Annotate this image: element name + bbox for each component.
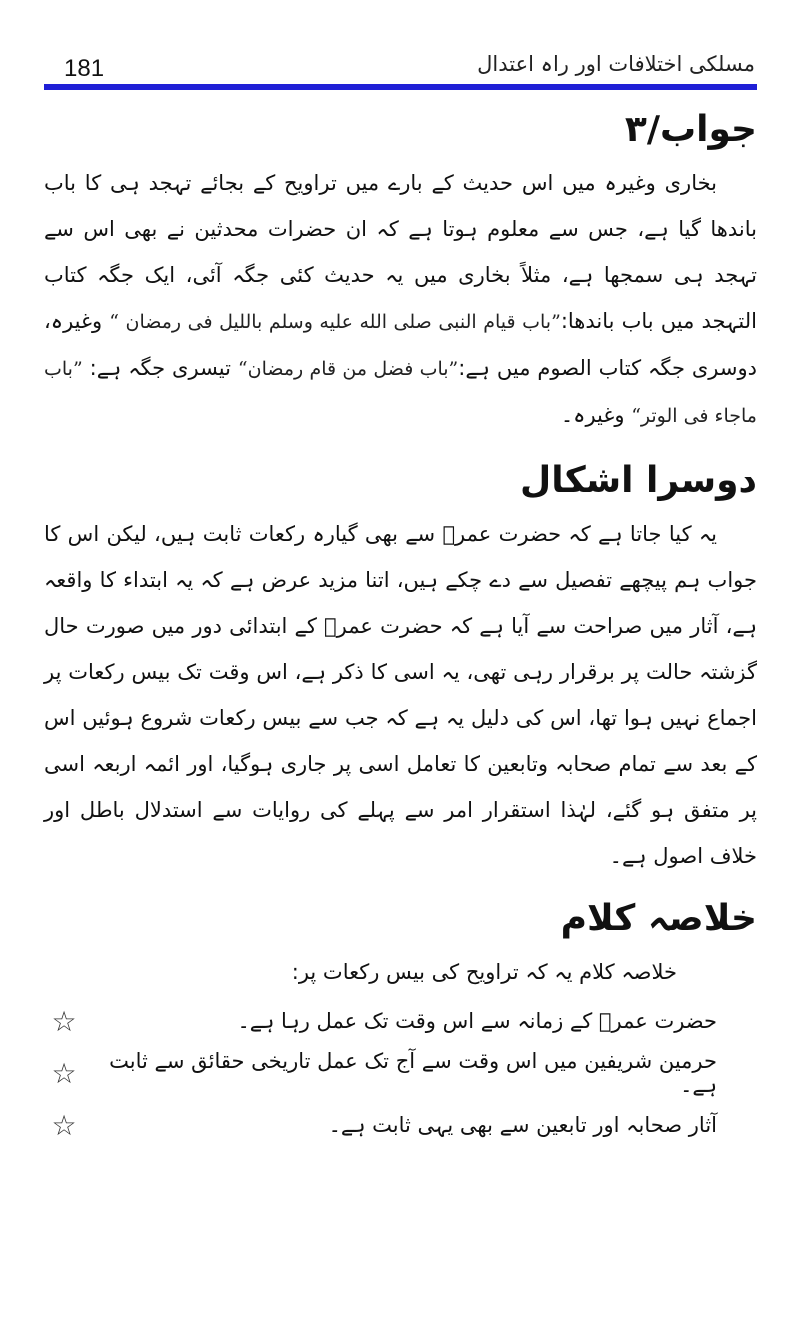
arabic-quote-3: ”باب ماجاء فى الوتر“	[44, 358, 757, 427]
bullet-text: حرمین شریفین میں اس وقت سے آج تک عمل تاریخی حقائق سے ثابت ہے۔	[109, 1049, 717, 1097]
header-rule	[44, 84, 757, 90]
summary-bullet	[44, 1099, 757, 1151]
page-body	[44, 100, 757, 1151]
summary-bullet	[44, 1047, 757, 1099]
summary-intro: خلاصہ کلام یہ کہ تراویح کی بیس رکعات پر:	[291, 960, 677, 984]
arabic-quote-2: ”باب فضل من قام رمضان“	[237, 358, 459, 380]
section-heading-answer-3: جواب/۳	[624, 109, 757, 150]
running-title: مسلکی اختلافات اور راہ اعتدال	[477, 52, 755, 76]
summary-bullet	[44, 995, 757, 1047]
paragraph-second-objection: یہ کیا جاتا ہے کہ حضرت عمرؓ سے بھی گیارہ رکعات ثابت ہیں، لیکن اس کا جواب ہم پیچھے تفصیل سے دے چکے ہیں، اتنا مزید عرض ہے کہ یہ ابتداء کا واقعہ ہے، آثار میں صراحت سے آیا ہے کہ حضرت عمرؓ کے ابتدائی دور میں صورت حال گزشتہ حالت پر برقرار رہی تھی، یہ اسی کا ذکر ہے، اس وقت تک بیس رکعات پر اجماع نہیں ہوا تھا، اس کی دلیل یہ ہے کہ جب سے بیس رکعات شروع ہوئیں اس کے بعد سے تمام صحابہ وتابعین کا تعامل اسی پر جاری ہوگیا، اور ائمہ اربعہ اسی پر متفق ہو گئے، لہٰذا استقرار امر سے پہلے کی روایات سے استدلال باطل اور خلاف اصول ہے۔	[44, 522, 757, 868]
section-heading-summary: خلاصہ کلام	[560, 898, 757, 939]
page-number: 181	[64, 55, 105, 82]
star-icon: ☆	[51, 1108, 77, 1142]
paragraph-text: بخاری وغیرہ میں اس حدیث کے بارے میں تراویح کے بجائے تہجد ہی کا باب باندھا گیا ہے، جس سے معلوم ہوتا ہے کہ ان حضرات محدثین نے بھی اس سے تہجد ہی سمجھا ہے، مثلاً بخاری میں یہ حدیث کئی جگہ آئی، ایک جگہ کتاب التہجد میں باب باندھا:	[44, 171, 757, 333]
bullet-text: آثار صحابہ اور تابعین سے بھی یہی ثابت ہے۔	[328, 1113, 717, 1137]
arabic-quote-1: ”باب قيام النبى صلى الله عليه وسلم بالليل فى رمضان “	[109, 311, 561, 333]
star-icon: ☆	[51, 1056, 77, 1090]
paragraph-text: تیسری جگہ ہے:	[89, 356, 238, 380]
paragraph-text: وغیرہ، دوسری جگہ کتاب الصوم میں ہے:	[44, 309, 757, 380]
bullet-text: حضرت عمرؓ کے زمانہ سے اس وقت تک عمل رہا ہے۔	[237, 1009, 717, 1033]
paragraph-text: وغیرہ۔	[560, 403, 632, 427]
section-heading-second-objection: دوسرا اشکال	[520, 460, 757, 501]
star-icon: ☆	[51, 1004, 77, 1038]
paragraph-answer-3	[44, 160, 757, 439]
